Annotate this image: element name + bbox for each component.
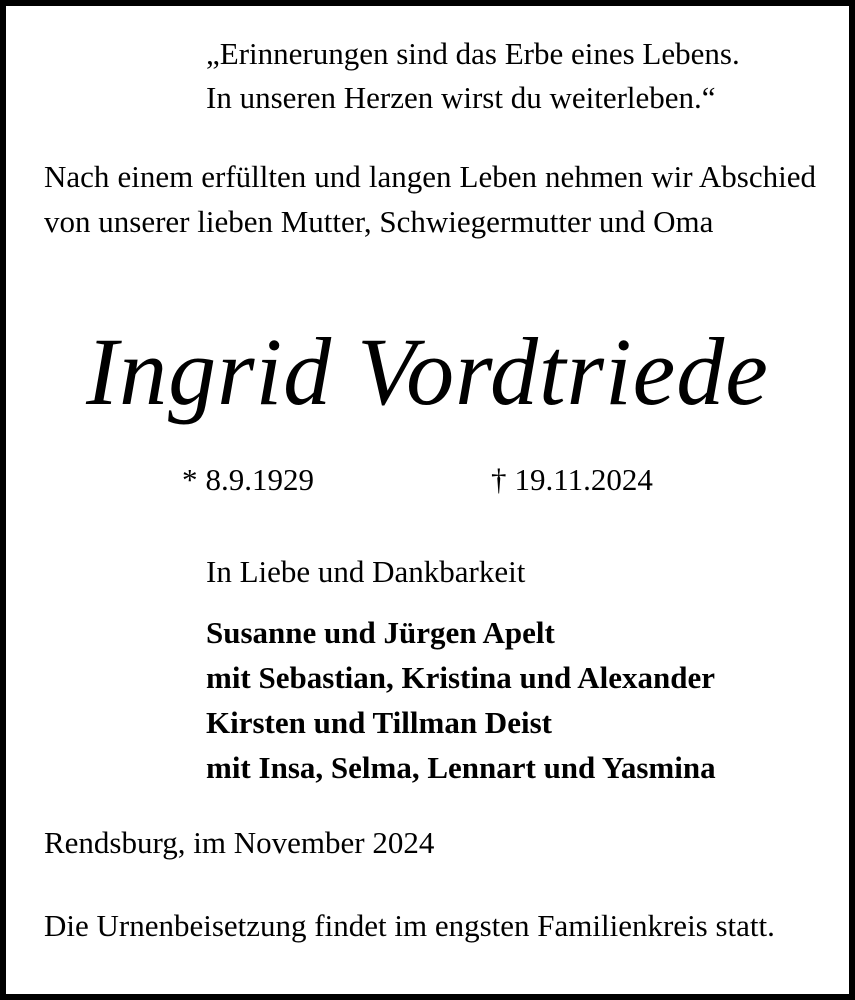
mourner-line: Susanne und Jürgen Apelt <box>206 615 555 650</box>
memorial-quote <box>206 32 740 120</box>
mourner-line: mit Insa, Selma, Lennart und Yasmina <box>206 750 716 785</box>
closing-phrase: In Liebe und Dankbarkeit <box>206 554 526 589</box>
death-date: 19.11.2024 <box>514 462 653 497</box>
quote-line: In unseren Herzen wirst du weiterleben.“ <box>206 80 716 115</box>
mourners-list <box>206 610 716 790</box>
place-and-date: Rendsburg, im November 2024 <box>44 825 435 860</box>
death-date-line <box>491 458 653 502</box>
birth-date: 8.9.1929 <box>205 462 314 497</box>
deceased-name: Ingrid Vordtriede <box>86 318 769 425</box>
mourner-line: mit Sebastian, Kristina und Alexander <box>206 660 715 695</box>
birth-symbol: * <box>182 462 198 497</box>
birth-date-line <box>182 458 314 502</box>
intro-text: Nach einem erfüllten und langen Leben nehmen wir Abschied von unserer lieben Mutter, Schwiegermutter und Oma <box>44 159 816 239</box>
death-cross-symbol: † <box>491 462 507 497</box>
burial-note: Die Urnenbeisetzung findet im engsten Familienkreis statt. <box>44 908 775 943</box>
quote-line: „Erinnerungen sind das Erbe eines Lebens. <box>206 36 740 71</box>
mourner-line: Kirsten und Tillman Deist <box>206 705 552 740</box>
